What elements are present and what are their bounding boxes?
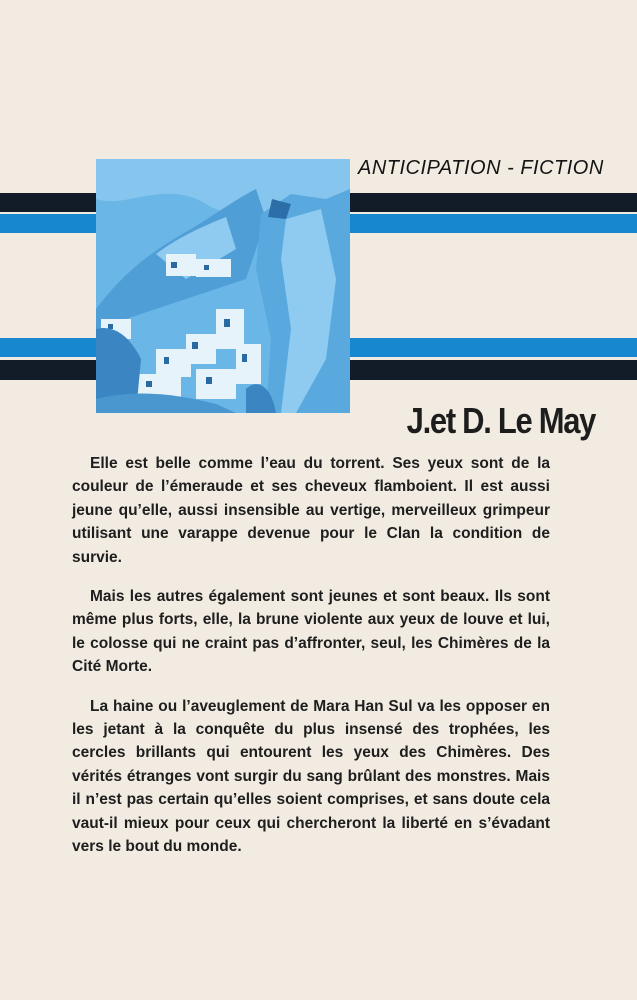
blurb-paragraph: Mais les autres également sont jeunes et sont beaux. Ils sont même plus forts, elle, la brune violente aux yeux de louve et lui, le colosse qui ne craint pas d’affronter, seul, les Chimères de la Cité Morte. <box>72 588 550 676</box>
blurb-text <box>72 452 550 875</box>
author-name: J.et D. Le May <box>406 400 595 441</box>
blurb-paragraph: La haine ou l’aveuglement de Mara Han Sul va les opposer en les jetant à la conquête du plus insensé des trophées, les cercles brillants qui entourent les yeux des Chimères. Des vérités étranges vont surgir du sang brûlant des monstres. Mais il n’est pas certain qu’elles soient comprises, et sans doute cela vaut-il mieux pour ceux qui chercheront la liberté en s’évadant vers le bout du monde. <box>72 697 550 856</box>
cover-illustration <box>96 159 350 413</box>
series-title: ANTICIPATION - FICTION <box>358 157 604 179</box>
blurb-paragraph: Elle est belle comme l’eau du torrent. Ses yeux sont de la couleur de l’émeraude et ses cheveux flamboient. Il est aussi jeune qu’elle, aussi insensible au vertige, merveilleux grimpeur utilisant une varappe devenue pour le Clan la condition de survie. <box>72 455 550 566</box>
